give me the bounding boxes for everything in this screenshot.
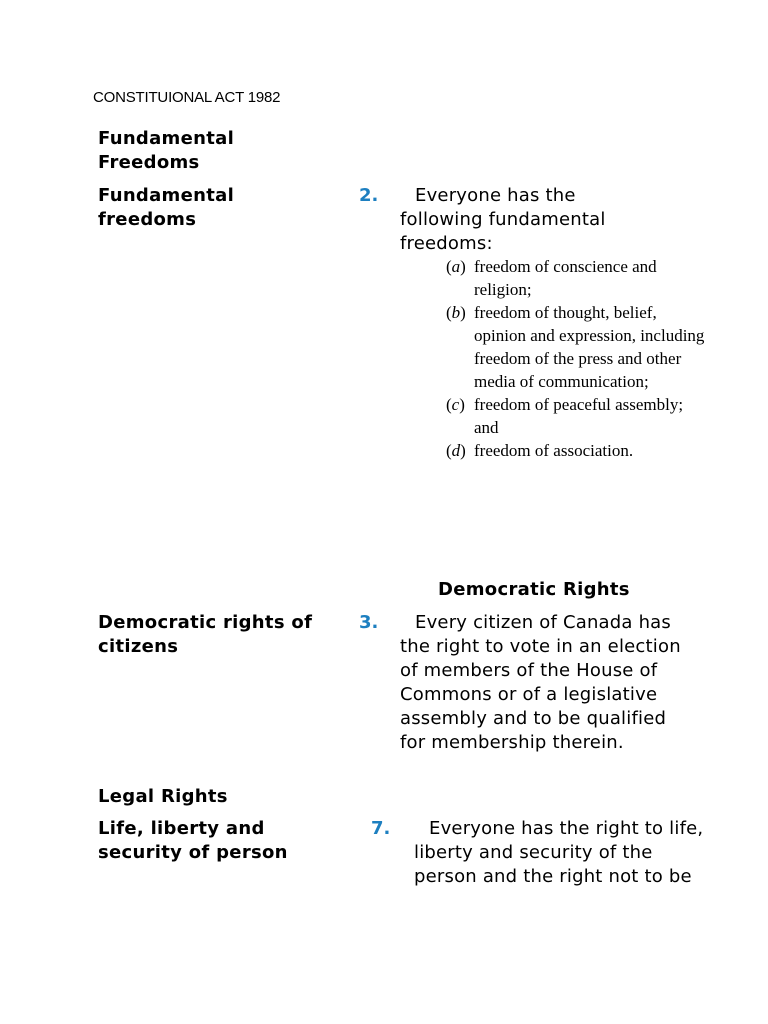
paragraph-label-a: (a) [446, 257, 466, 276]
section-2-text: Everyone has the following fundamental freedoms: [400, 185, 606, 254]
paragraph-text-a: freedom of conscience and religion; [474, 257, 657, 299]
section-number-7: 7. [371, 818, 391, 839]
part-heading-democratic-rights: Democratic Rights [438, 579, 630, 600]
paragraph-a [446, 255, 706, 301]
section-number-3: 3. [359, 612, 379, 633]
section-3-text: Every citizen of Canada has the right to vote in an election of members of the House of Commons or of a legislative assembly and to be qualified for membership therein. [400, 612, 681, 753]
paragraph-label-d: (d) [446, 441, 466, 460]
paragraph-text-b: freedom of thought, belief, opinion and expression, including freedom of the press and other media of communication; [474, 303, 705, 391]
document-title: CONSTITUIONAL ACT 1982 [93, 89, 281, 106]
paragraph-c [446, 393, 706, 439]
section-2-paragraphs [446, 255, 706, 462]
section-2-text-block [400, 184, 648, 256]
paragraph-label-b: (b) [446, 303, 466, 322]
paragraph-b [446, 301, 706, 393]
section-7-text-block [414, 817, 704, 889]
section-7-text: Everyone has the right to life, liberty and security of the person and the right not to be [414, 818, 704, 887]
margin-note-section-2: Fundamental freedoms [98, 185, 235, 230]
paragraph-d [446, 439, 706, 462]
section-number-2: 2. [359, 185, 379, 206]
paragraph-label-c: (c) [446, 395, 465, 414]
margin-note-section-3: Democratic rights of citizens [98, 612, 313, 657]
part-heading-fundamental-freedoms: Fundamental Freedoms [98, 128, 235, 173]
margin-note-section-7: Life, liberty and security of person [98, 818, 288, 863]
part-heading-legal-rights: Legal Rights [98, 786, 228, 807]
paragraph-text-c: freedom of peaceful assembly; and [474, 395, 684, 437]
paragraph-text-d: freedom of association. [474, 441, 634, 460]
section-3-text-block [400, 611, 695, 755]
